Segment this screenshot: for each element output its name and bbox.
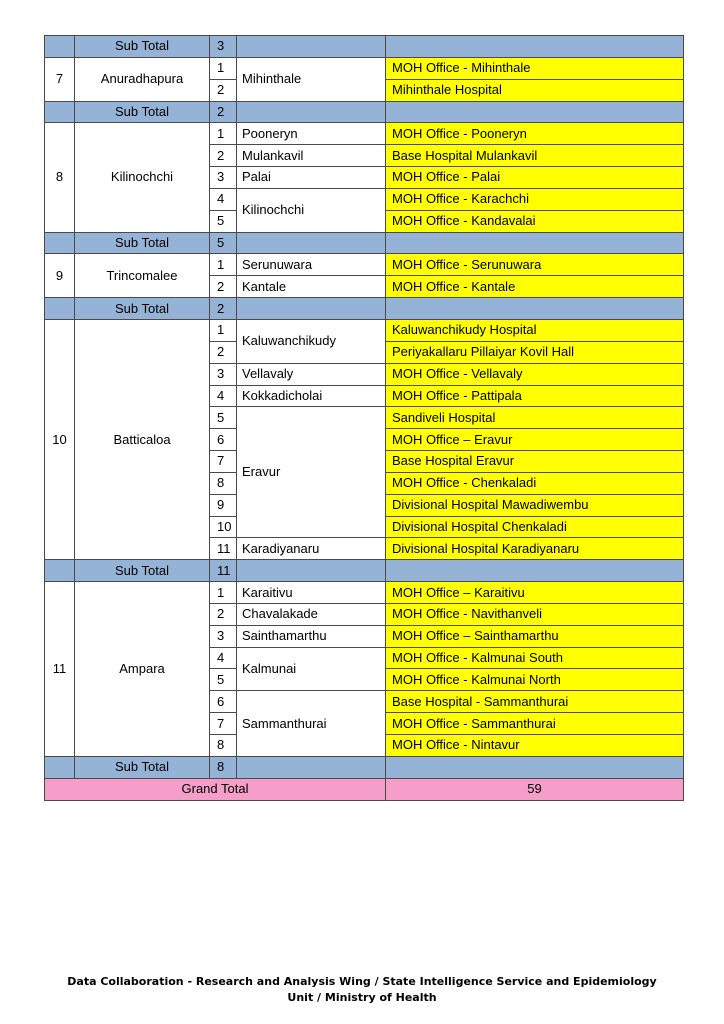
center-serial: 7 — [210, 713, 237, 735]
district-number: 11 — [45, 582, 75, 757]
district-name: Anuradhapura — [75, 57, 210, 101]
location-name: Palai — [237, 167, 386, 189]
location-name: Sammanthurai — [237, 691, 386, 757]
subtotal-empty — [386, 560, 684, 582]
subtotal-label: Sub Total — [75, 756, 210, 778]
center-name: MOH Office - Pattipala — [386, 385, 684, 407]
location-name: Kalmunai — [237, 647, 386, 691]
subtotal-empty — [237, 298, 386, 320]
subtotal-value: 2 — [210, 101, 237, 123]
center-serial: 1 — [210, 57, 237, 79]
center-serial: 11 — [210, 538, 237, 560]
grand-total-row — [45, 778, 684, 800]
subtotal-value: 2 — [210, 298, 237, 320]
center-serial: 1 — [210, 123, 237, 145]
subtotal-row — [45, 298, 684, 320]
location-name: Kilinochchi — [237, 188, 386, 232]
center-name: MOH Office - Kantale — [386, 276, 684, 298]
subtotal-value: 8 — [210, 756, 237, 778]
center-name: MOH Office - Kalmunai North — [386, 669, 684, 691]
center-serial: 3 — [210, 167, 237, 189]
center-serial: 4 — [210, 188, 237, 210]
center-name: MOH Office - Serunuwara — [386, 254, 684, 276]
table-row — [45, 582, 684, 604]
center-name: Sandiveli Hospital — [386, 407, 684, 429]
subtotal-empty — [45, 560, 75, 582]
center-serial: 7 — [210, 451, 237, 473]
location-name: Serunuwara — [237, 254, 386, 276]
center-name: MOH Office - Pooneryn — [386, 123, 684, 145]
subtotal-label: Sub Total — [75, 560, 210, 582]
grand-total-value: 59 — [386, 778, 684, 800]
center-name: MOH Office - Sammanthurai — [386, 713, 684, 735]
center-serial: 5 — [210, 407, 237, 429]
subtotal-empty — [237, 560, 386, 582]
location-name: Pooneryn — [237, 123, 386, 145]
center-name: MOH Office - Navithanveli — [386, 603, 684, 625]
subtotal-label: Sub Total — [75, 232, 210, 254]
center-name: MOH Office - Kandavalai — [386, 210, 684, 232]
subtotal-row — [45, 756, 684, 778]
center-serial: 3 — [210, 363, 237, 385]
center-name: MOH Office – Sainthamarthu — [386, 625, 684, 647]
table-row — [45, 123, 684, 145]
center-serial: 1 — [210, 254, 237, 276]
subtotal-empty — [237, 756, 386, 778]
subtotal-label: Sub Total — [75, 101, 210, 123]
footer-line-1: Data Collaboration - Research and Analysis Wing / State Intelligence Service and Epidemiology — [67, 975, 657, 988]
subtotal-empty — [237, 232, 386, 254]
subtotal-empty — [386, 756, 684, 778]
location-name: Mihinthale — [237, 57, 386, 101]
district-number: 9 — [45, 254, 75, 298]
subtotal-value: 3 — [210, 36, 237, 58]
subtotal-empty — [45, 101, 75, 123]
page-footer — [0, 974, 724, 1006]
center-serial: 2 — [210, 79, 237, 101]
subtotal-row — [45, 101, 684, 123]
center-serial: 4 — [210, 385, 237, 407]
district-number: 7 — [45, 57, 75, 101]
center-serial: 2 — [210, 276, 237, 298]
center-name: Base Hospital Eravur — [386, 451, 684, 473]
center-serial: 10 — [210, 516, 237, 538]
center-serial: 5 — [210, 669, 237, 691]
subtotal-empty — [237, 101, 386, 123]
center-name: MOH Office – Karaitivu — [386, 582, 684, 604]
location-name: Karadiyanaru — [237, 538, 386, 560]
center-serial: 6 — [210, 691, 237, 713]
location-name: Eravur — [237, 407, 386, 538]
center-serial: 3 — [210, 625, 237, 647]
location-name: Sainthamarthu — [237, 625, 386, 647]
center-name: MOH Office - Palai — [386, 167, 684, 189]
subtotal-empty — [386, 298, 684, 320]
subtotal-row — [45, 36, 684, 58]
center-serial: 2 — [210, 603, 237, 625]
district-name: Kilinochchi — [75, 123, 210, 232]
center-name: Periyakallaru Pillaiyar Kovil Hall — [386, 341, 684, 363]
center-serial: 8 — [210, 735, 237, 757]
footer-line-2: Unit / Ministry of Health — [287, 991, 437, 1004]
center-name: Mihinthale Hospital — [386, 79, 684, 101]
center-name: MOH Office - Nintavur — [386, 735, 684, 757]
location-name: Karaitivu — [237, 582, 386, 604]
subtotal-empty — [386, 232, 684, 254]
center-name: MOH Office - Vellavaly — [386, 363, 684, 385]
subtotal-value: 5 — [210, 232, 237, 254]
location-name: Chavalakade — [237, 603, 386, 625]
district-name: Batticaloa — [75, 319, 210, 559]
subtotal-value: 11 — [210, 560, 237, 582]
district-name: Trincomalee — [75, 254, 210, 298]
table-row — [45, 319, 684, 341]
center-serial: 1 — [210, 582, 237, 604]
location-name: Vellavaly — [237, 363, 386, 385]
center-name: Base Hospital - Sammanthurai — [386, 691, 684, 713]
location-name: Kantale — [237, 276, 386, 298]
location-name: Mulankavil — [237, 145, 386, 167]
subtotal-empty — [45, 232, 75, 254]
center-name: MOH Office - Mihinthale — [386, 57, 684, 79]
center-serial: 1 — [210, 319, 237, 341]
subtotal-empty — [45, 298, 75, 320]
center-serial: 5 — [210, 210, 237, 232]
center-serial: 2 — [210, 145, 237, 167]
district-name: Ampara — [75, 582, 210, 757]
center-serial: 6 — [210, 429, 237, 451]
center-serial: 8 — [210, 472, 237, 494]
district-number: 8 — [45, 123, 75, 232]
location-name: Kokkadicholai — [237, 385, 386, 407]
subtotal-label: Sub Total — [75, 36, 210, 58]
subtotal-empty — [45, 756, 75, 778]
center-name: MOH Office - Chenkaladi — [386, 472, 684, 494]
center-serial: 9 — [210, 494, 237, 516]
center-name: Divisional Hospital Chenkaladi — [386, 516, 684, 538]
table-row — [45, 57, 684, 79]
subtotal-label: Sub Total — [75, 298, 210, 320]
subtotal-row — [45, 560, 684, 582]
table-row — [45, 254, 684, 276]
district-number: 10 — [45, 319, 75, 559]
vaccination-centers-table — [44, 35, 684, 801]
center-serial: 2 — [210, 341, 237, 363]
location-name: Kaluwanchikudy — [237, 319, 386, 363]
center-name: Divisional Hospital Mawadiwembu — [386, 494, 684, 516]
center-name: Divisional Hospital Karadiyanaru — [386, 538, 684, 560]
center-name: MOH Office – Eravur — [386, 429, 684, 451]
grand-total-label: Grand Total — [45, 778, 386, 800]
subtotal-empty — [386, 101, 684, 123]
center-name: Kaluwanchikudy Hospital — [386, 319, 684, 341]
table-body — [45, 36, 684, 801]
center-name: MOH Office - Karachchi — [386, 188, 684, 210]
center-name: MOH Office - Kalmunai South — [386, 647, 684, 669]
subtotal-row — [45, 232, 684, 254]
center-name: Base Hospital Mulankavil — [386, 145, 684, 167]
center-serial: 4 — [210, 647, 237, 669]
